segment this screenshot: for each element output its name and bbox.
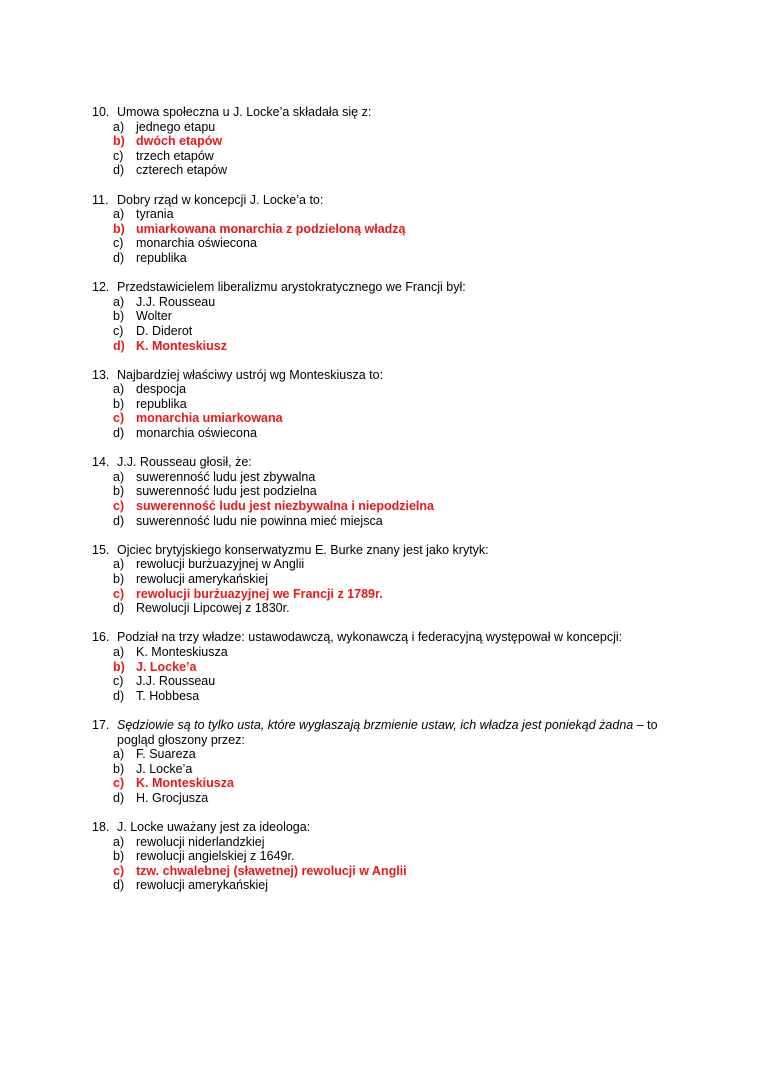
answer-option bbox=[92, 149, 682, 164]
answer-option-correct bbox=[92, 660, 682, 675]
answer-option bbox=[92, 747, 682, 762]
option-text: monarchia oświecona bbox=[136, 426, 257, 441]
option-letter: d) bbox=[113, 601, 125, 616]
answer-options bbox=[92, 470, 682, 528]
question-number: 11. bbox=[92, 192, 109, 207]
option-text: suwerenność ludu jest podzielna bbox=[136, 484, 317, 499]
option-text: F. Suareza bbox=[136, 747, 196, 762]
answer-options bbox=[92, 382, 682, 440]
option-text: suwerenność ludu nie powinna mieć miejsca bbox=[136, 513, 383, 528]
question-5 bbox=[92, 543, 682, 616]
option-letter: c) bbox=[113, 323, 124, 338]
option-letter: a) bbox=[113, 644, 125, 659]
answer-option bbox=[92, 849, 682, 864]
answer-option bbox=[92, 557, 682, 572]
question-number: 14. bbox=[92, 455, 110, 470]
option-text: despocja bbox=[136, 382, 187, 397]
option-text: tyrania bbox=[136, 207, 174, 222]
option-text: tzw. chwalebnej (sławetnej) rewolucji w Anglii bbox=[136, 863, 407, 878]
option-text: rewolucji amerykańskiej bbox=[136, 878, 268, 893]
option-letter: c) bbox=[113, 586, 125, 601]
option-text: republika bbox=[136, 250, 187, 265]
option-letter: d) bbox=[113, 426, 125, 441]
option-text: rewolucji niderlandzkiej bbox=[136, 834, 265, 849]
answer-option-correct bbox=[92, 864, 682, 879]
option-letter: a) bbox=[113, 119, 125, 134]
option-letter: b) bbox=[113, 484, 125, 499]
answer-option-correct bbox=[92, 222, 682, 237]
option-letter: c) bbox=[113, 499, 125, 514]
option-letter: c) bbox=[113, 863, 125, 878]
option-letter: a) bbox=[113, 834, 125, 849]
question-text bbox=[117, 105, 682, 120]
option-letter: d) bbox=[113, 878, 125, 893]
option-letter: c) bbox=[113, 236, 124, 251]
answer-option bbox=[92, 426, 682, 441]
option-text: D. Diderot bbox=[136, 323, 193, 338]
answer-option-correct bbox=[92, 587, 682, 602]
question-line bbox=[92, 368, 682, 383]
question-body: Dobry rząd w koncepcji J. Locke’a to: bbox=[117, 192, 324, 207]
question-line bbox=[92, 280, 682, 295]
question-1 bbox=[92, 193, 682, 266]
question-text bbox=[117, 455, 682, 470]
question-text bbox=[117, 193, 682, 208]
option-text: J.J. Rousseau bbox=[136, 294, 216, 309]
option-letter: d) bbox=[113, 250, 125, 265]
question-number: 15. bbox=[92, 542, 110, 557]
option-letter: b) bbox=[113, 659, 125, 674]
option-text: republika bbox=[136, 396, 187, 411]
answer-options bbox=[92, 645, 682, 703]
question-text bbox=[117, 630, 682, 645]
option-text: dwóch etapów bbox=[136, 134, 223, 149]
answer-option bbox=[92, 762, 682, 777]
answer-option bbox=[92, 484, 682, 499]
question-line bbox=[92, 820, 682, 835]
option-letter: a) bbox=[113, 557, 125, 572]
question-quote: Sędziowie są to tylko usta, które wygłaszają brzmienie ustaw, ich władza jest poniekąd żadna bbox=[117, 717, 634, 732]
answer-option bbox=[92, 251, 682, 266]
answer-option-correct bbox=[92, 499, 682, 514]
answer-option bbox=[92, 674, 682, 689]
option-text: rewolucji burżuazyjnej we Francji z 1789r. bbox=[136, 586, 383, 601]
answer-options bbox=[92, 835, 682, 893]
answer-option-correct bbox=[92, 339, 682, 354]
answer-option bbox=[92, 572, 682, 587]
option-letter: b) bbox=[113, 134, 125, 149]
question-body: – to pogląd głoszony przez: bbox=[117, 717, 658, 747]
option-text: umiarkowana monarchia z podzieloną władzą bbox=[136, 221, 406, 236]
answer-option bbox=[92, 689, 682, 704]
question-8 bbox=[92, 820, 682, 893]
answer-options bbox=[92, 747, 682, 805]
question-3 bbox=[92, 368, 682, 441]
answer-options bbox=[92, 295, 682, 353]
option-text: K. Monteskiusza bbox=[136, 776, 234, 791]
option-letter: a) bbox=[113, 207, 125, 222]
question-body: Przedstawicielem liberalizmu arystokratycznego we Francji był: bbox=[117, 280, 466, 295]
answer-options bbox=[92, 120, 682, 178]
option-text: suwerenność ludu jest niezbywalna i niepodzielna bbox=[136, 499, 434, 514]
option-letter: b) bbox=[113, 396, 125, 411]
question-body: J.J. Rousseau głosił, że: bbox=[117, 455, 252, 470]
question-2 bbox=[92, 280, 682, 353]
option-letter: b) bbox=[113, 309, 125, 324]
answer-option bbox=[92, 645, 682, 660]
answer-option-correct bbox=[92, 411, 682, 426]
option-letter: a) bbox=[113, 294, 125, 309]
answer-option bbox=[92, 163, 682, 178]
question-line bbox=[92, 543, 682, 558]
question-0 bbox=[92, 105, 682, 178]
question-number: 12. bbox=[92, 280, 110, 295]
option-text: monarchia oświecona bbox=[136, 236, 257, 251]
answer-options bbox=[92, 207, 682, 265]
option-letter: d) bbox=[113, 790, 125, 805]
question-line bbox=[92, 718, 682, 747]
question-list bbox=[92, 105, 682, 908]
answer-option bbox=[92, 324, 682, 339]
option-text: trzech etapów bbox=[136, 148, 214, 163]
answer-option bbox=[92, 835, 682, 850]
question-4 bbox=[92, 455, 682, 528]
option-text: J.J. Rousseau bbox=[136, 674, 216, 689]
answer-option bbox=[92, 382, 682, 397]
question-number: 13. bbox=[92, 367, 110, 382]
option-letter: b) bbox=[113, 849, 125, 864]
answer-option bbox=[92, 397, 682, 412]
option-text: H. Grocjusza bbox=[136, 790, 209, 805]
option-text: K. Monteskiusz bbox=[136, 338, 227, 353]
answer-option bbox=[92, 791, 682, 806]
question-body: Podział na trzy władze: ustawodawczą, wykonawczą i federacyjną występował w koncepcji: bbox=[117, 630, 623, 645]
answer-option bbox=[92, 236, 682, 251]
answer-option bbox=[92, 601, 682, 616]
option-text: Rewolucji Lipcowej z 1830r. bbox=[136, 601, 290, 616]
question-number: 10. bbox=[92, 105, 110, 119]
answer-option bbox=[92, 309, 682, 324]
option-letter: a) bbox=[113, 747, 125, 762]
option-letter: b) bbox=[113, 761, 125, 776]
option-letter: d) bbox=[113, 338, 125, 353]
option-text: T. Hobbesa bbox=[136, 688, 200, 703]
option-text: rewolucji burżuazyjnej w Anglii bbox=[136, 557, 305, 572]
question-text bbox=[117, 280, 682, 295]
question-text bbox=[117, 820, 682, 835]
option-text: suwerenność ludu jest zbywalna bbox=[136, 469, 316, 484]
question-line bbox=[92, 105, 682, 120]
question-line bbox=[92, 455, 682, 470]
answer-option bbox=[92, 878, 682, 893]
option-letter: c) bbox=[113, 411, 125, 426]
question-text bbox=[117, 368, 682, 383]
option-text: J. Locke’a bbox=[136, 659, 197, 674]
option-letter: c) bbox=[113, 776, 125, 791]
option-letter: d) bbox=[113, 688, 125, 703]
option-text: jednego etapu bbox=[136, 119, 216, 134]
question-7 bbox=[92, 718, 682, 806]
question-6 bbox=[92, 630, 682, 703]
question-body: J. Locke uważany jest za ideologa: bbox=[117, 820, 311, 835]
option-letter: c) bbox=[113, 674, 124, 689]
question-number: 17. bbox=[92, 717, 110, 732]
option-text: rewolucji angielskiej z 1649r. bbox=[136, 849, 295, 864]
question-body: Umowa społeczna u J. Locke’a składała się z: bbox=[117, 105, 372, 119]
question-text bbox=[117, 718, 682, 747]
answer-options bbox=[92, 557, 682, 615]
option-letter: d) bbox=[113, 513, 125, 528]
answer-option bbox=[92, 514, 682, 529]
question-number: 16. bbox=[92, 630, 110, 645]
answer-option-correct bbox=[92, 776, 682, 791]
option-letter: d) bbox=[113, 163, 125, 178]
option-text: K. Monteskiusza bbox=[136, 644, 228, 659]
question-body: Najbardziej właściwy ustrój wg Monteskiusza to: bbox=[117, 367, 384, 382]
question-line bbox=[92, 630, 682, 645]
answer-option bbox=[92, 120, 682, 135]
answer-option bbox=[92, 295, 682, 310]
option-letter: a) bbox=[113, 382, 125, 397]
option-text: Wolter bbox=[136, 309, 172, 324]
question-number: 18. bbox=[92, 820, 110, 835]
option-letter: b) bbox=[113, 221, 125, 236]
answer-option-correct bbox=[92, 134, 682, 149]
option-text: czterech etapów bbox=[136, 163, 228, 178]
option-text: rewolucji amerykańskiej bbox=[136, 572, 268, 586]
option-letter: c) bbox=[113, 148, 124, 163]
answer-option bbox=[92, 207, 682, 222]
option-text: monarchia umiarkowana bbox=[136, 411, 283, 426]
option-letter: a) bbox=[113, 469, 125, 484]
answer-option bbox=[92, 470, 682, 485]
option-text: J. Locke’a bbox=[136, 761, 193, 776]
question-body: Ojciec brytyjskiego konserwatyzmu E. Burke znany jest jako krytyk: bbox=[117, 542, 489, 557]
option-letter: b) bbox=[113, 572, 125, 586]
question-line bbox=[92, 193, 682, 208]
question-text bbox=[117, 543, 682, 558]
